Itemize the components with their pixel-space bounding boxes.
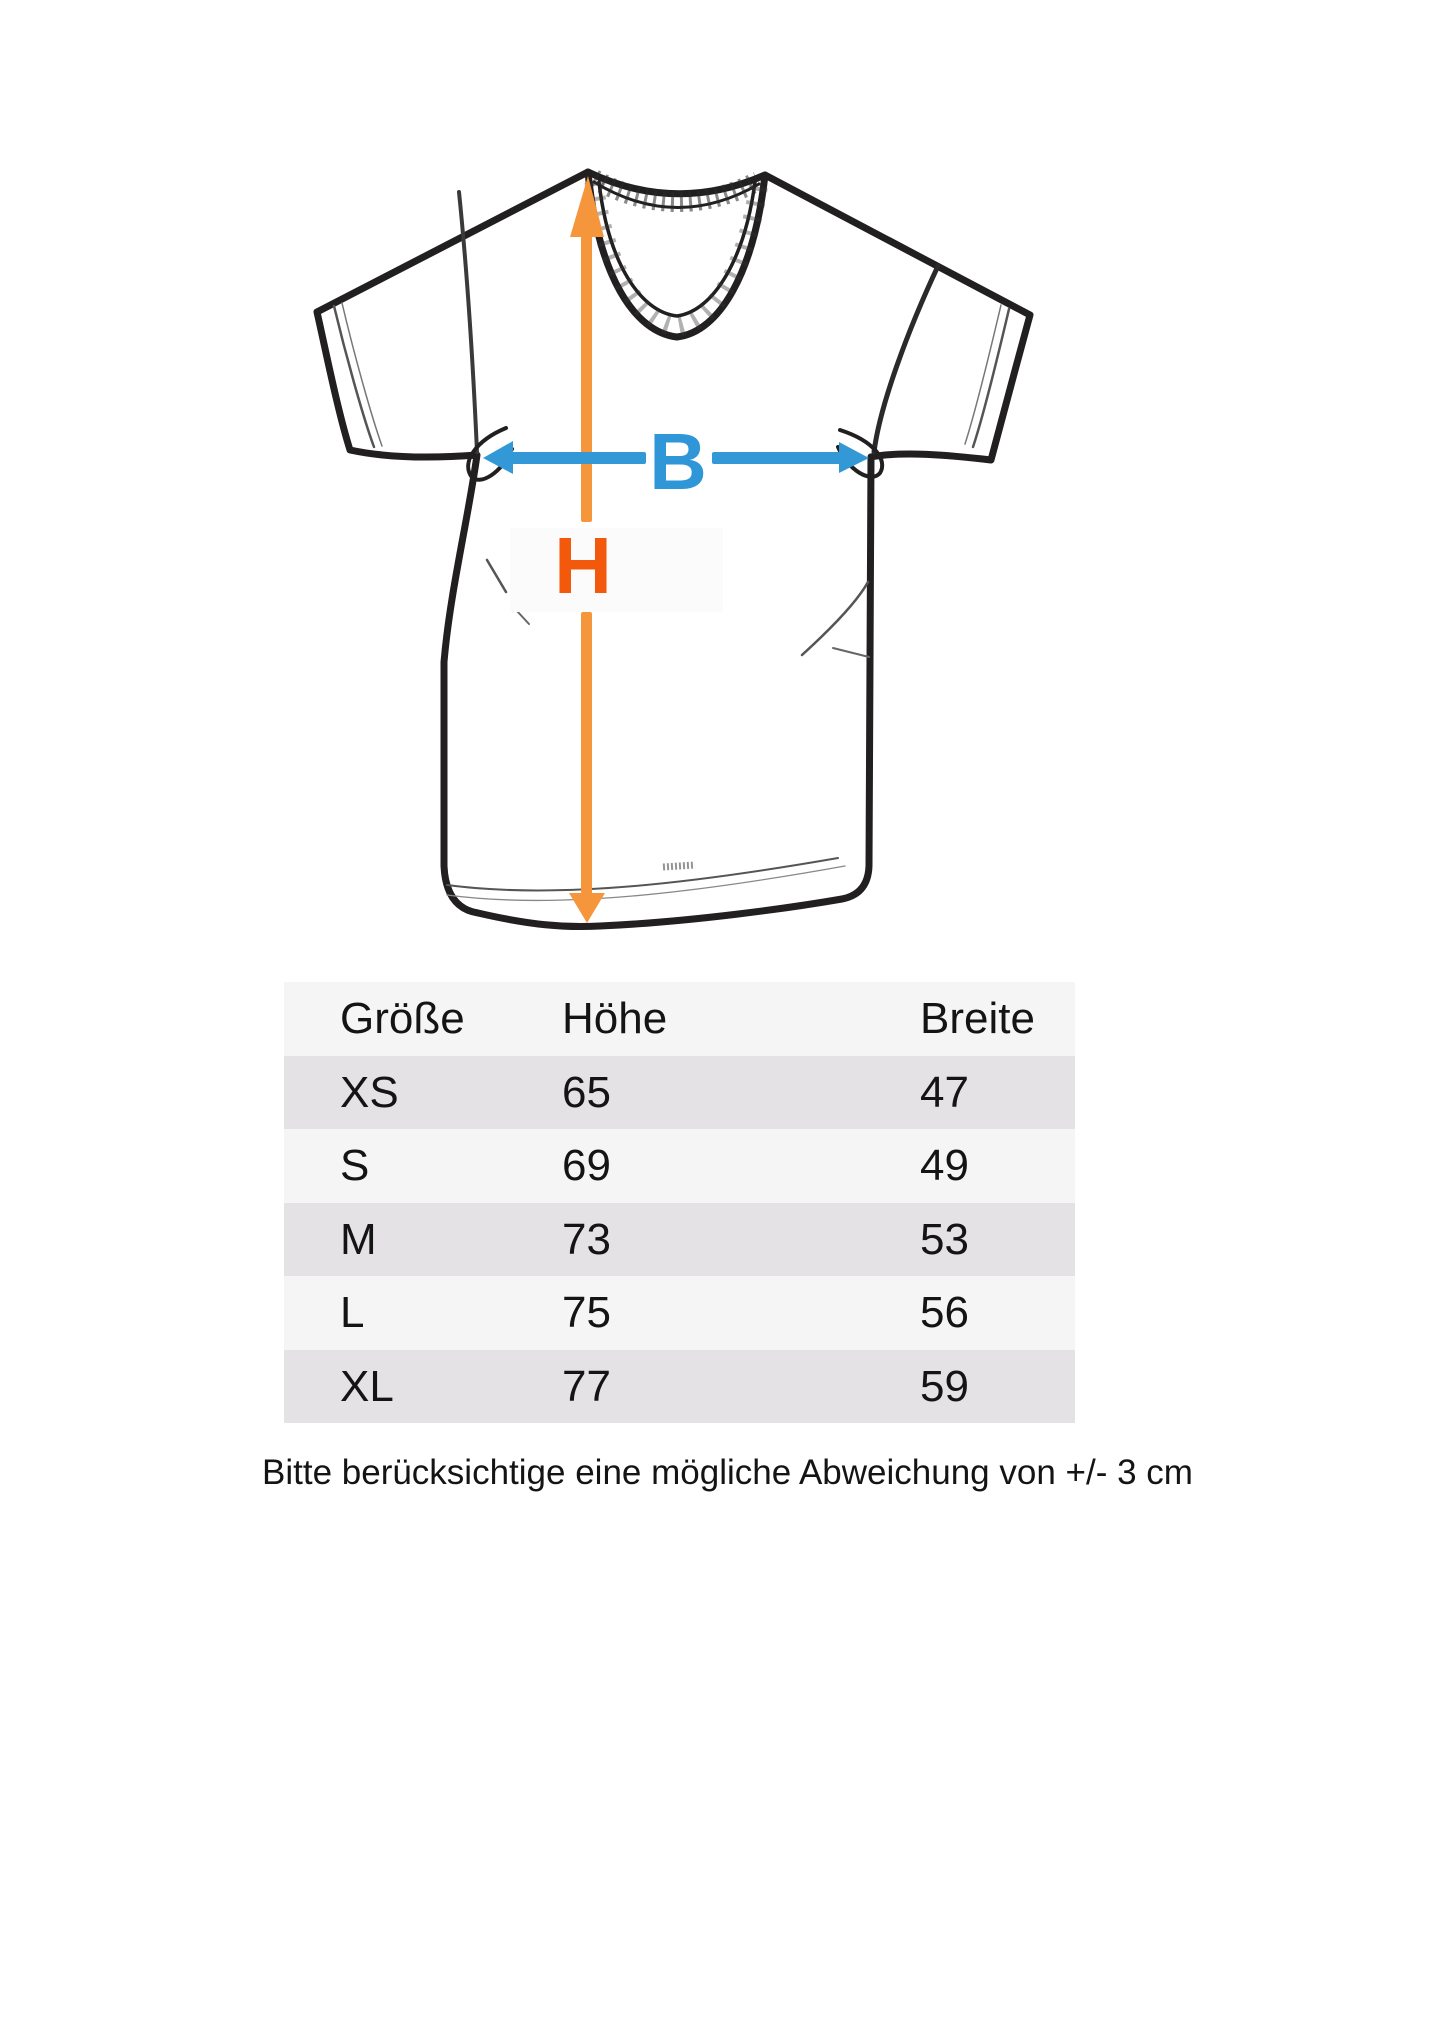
size-table [284, 982, 1075, 1423]
cell-width: 53 [920, 1214, 969, 1264]
cell-width: 47 [920, 1067, 969, 1117]
height-label: H [554, 521, 612, 610]
width-label: B [649, 417, 707, 506]
table-row [284, 1203, 1075, 1277]
cell-height: 65 [562, 1067, 611, 1117]
cell-width: 49 [920, 1141, 969, 1190]
cell-height: 75 [562, 1288, 611, 1337]
cell-width: 56 [920, 1288, 969, 1337]
cell-size: L [340, 1288, 365, 1337]
table-row [284, 1276, 1075, 1350]
tshirt-measurement-diagram [0, 0, 1445, 1000]
column-header-groesse: Größe [340, 994, 465, 1043]
table-row [284, 1350, 1075, 1424]
cell-height: 69 [562, 1141, 611, 1190]
table-row [284, 1056, 1075, 1130]
column-header-hoehe: Höhe [562, 994, 668, 1043]
table-header-row [284, 982, 1075, 1056]
cell-size: S [340, 1141, 370, 1190]
cell-size: XS [340, 1067, 399, 1117]
height-label-backdrop [510, 528, 723, 612]
cell-size: M [340, 1214, 377, 1264]
cell-height: 73 [562, 1214, 611, 1264]
cell-size: XL [340, 1361, 394, 1411]
tolerance-note: Bitte berücksichtige eine mögliche Abweichung von +/- 3 cm [262, 1453, 1193, 1492]
table-row [284, 1129, 1075, 1203]
column-header-breite: Breite [920, 994, 1035, 1043]
cell-height: 77 [562, 1361, 611, 1411]
cell-width: 59 [920, 1361, 969, 1411]
